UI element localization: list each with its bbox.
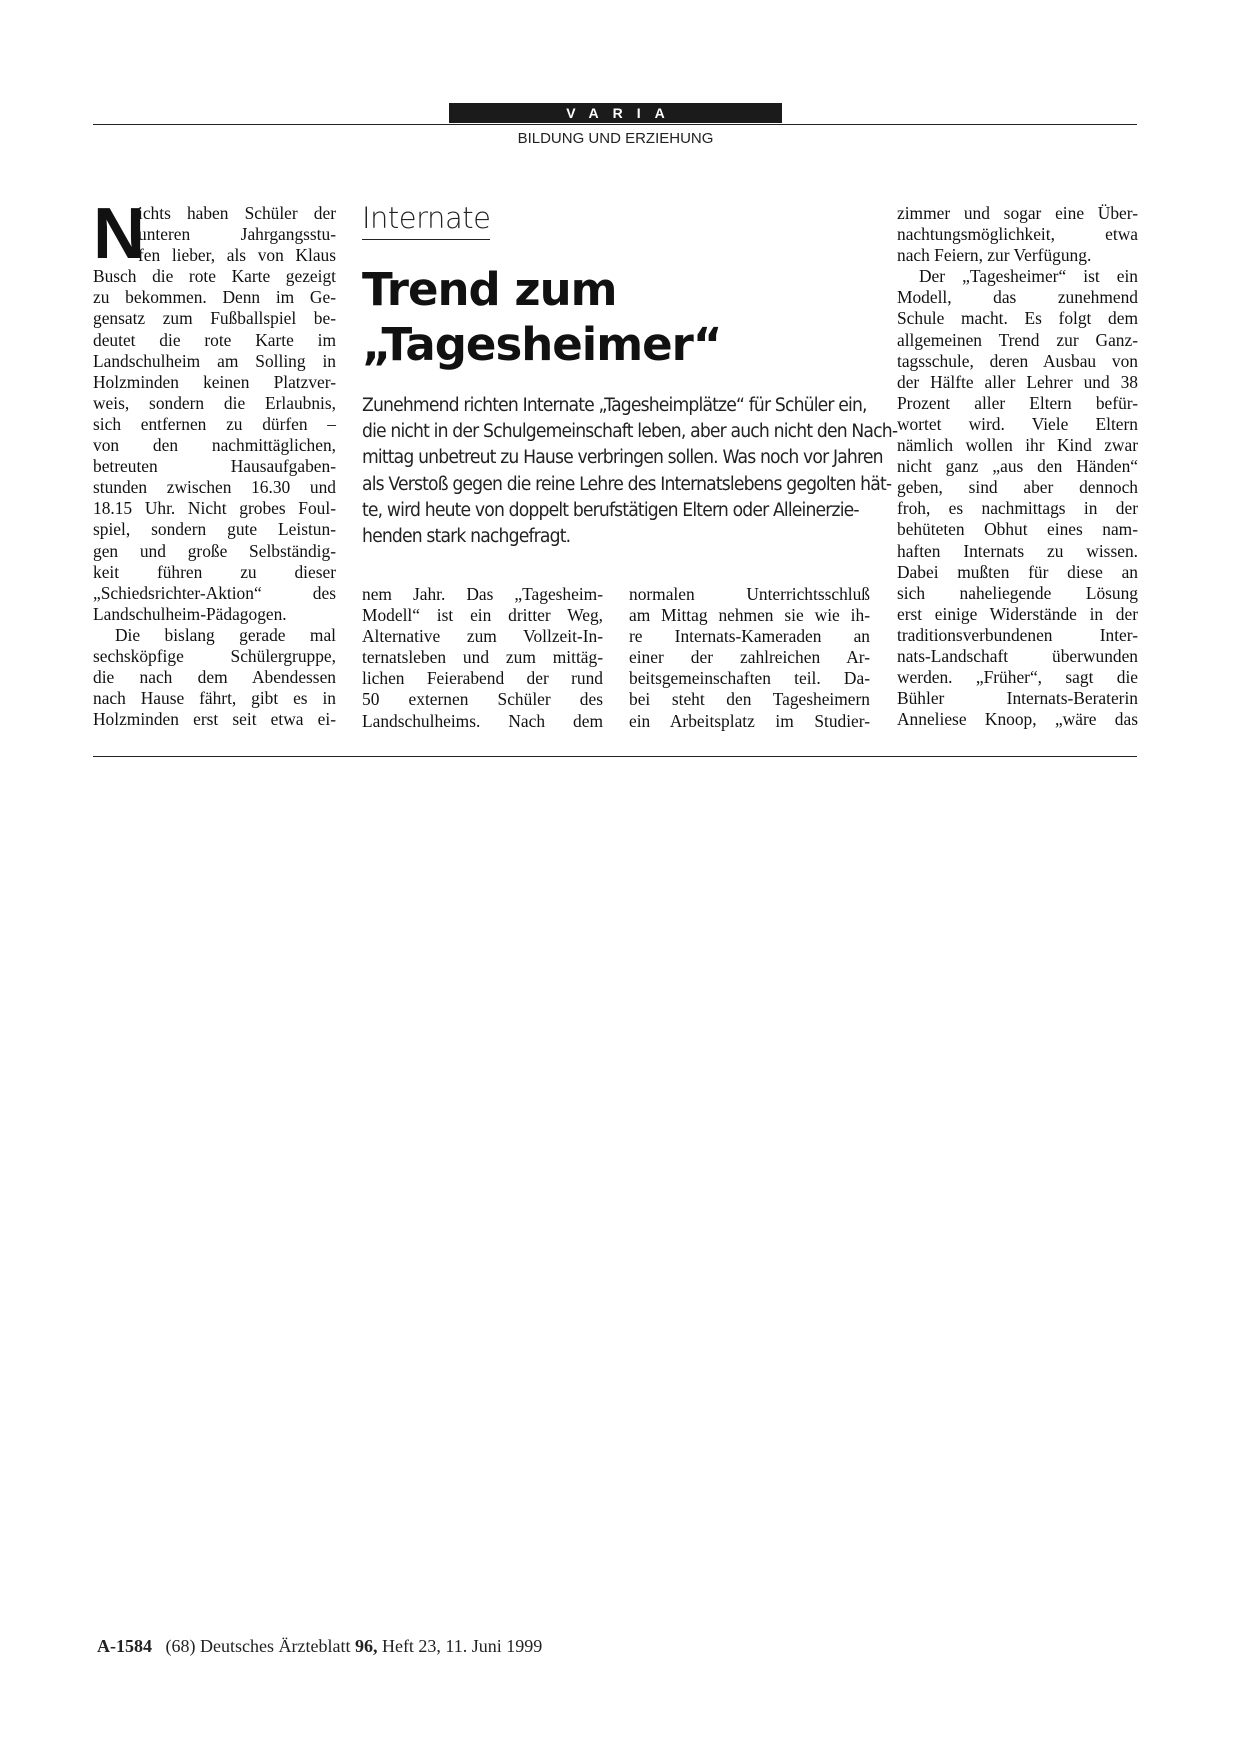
text-line: lichen Feierabend der rund xyxy=(362,668,603,689)
article-end-rule xyxy=(93,756,1137,757)
dropcap-block xyxy=(93,194,336,274)
text-line: „Schiedsrichter-Aktion“ des xyxy=(93,582,336,603)
page-code: A-1584 xyxy=(97,1636,152,1656)
text-line: deutet die rote Karte im xyxy=(93,329,336,350)
article-column-2 xyxy=(362,584,603,732)
lead-line: Zunehmend richten Internate „Tagesheimplätze“ für Schüler ein, xyxy=(362,395,867,416)
text-line: nem Jahr. Das „Tagesheim- xyxy=(362,584,603,604)
lead-line: henden stark nachgefragt. xyxy=(362,526,571,548)
text-line: wortet wird. Viele Eltern xyxy=(897,413,1138,434)
text-line: gensatz zum Fußballspiel be- xyxy=(93,308,336,329)
page-number: (68) xyxy=(165,1636,196,1656)
text-line: Bühler Internats-Beraterin xyxy=(897,688,1138,709)
text-line: re Internats-Kameraden an xyxy=(629,626,870,647)
lead-line: mittag unbetreut zu Hause verbringen sollen. Was noch vor Jahren xyxy=(362,447,883,469)
article-column-1 xyxy=(93,194,336,730)
text-line: bei steht den Tagesheimern xyxy=(629,689,870,710)
text-line: nachtungsmöglichkeit, etwa xyxy=(897,224,1138,245)
text-line: traditionsverbundenen Inter- xyxy=(897,624,1138,645)
text-line: ternatsleben und zum mittäg- xyxy=(362,647,603,668)
text-line: erst einige Widerstände in der xyxy=(897,603,1138,624)
text-line: normalen Unterrichtsschluß xyxy=(629,584,870,604)
text-line: fen lieber, als von Klaus xyxy=(138,245,336,266)
lead-line: die nicht in der Schulgemeinschaft leben, aber auch nicht den Nach- xyxy=(362,421,898,443)
paragraph xyxy=(897,266,1138,730)
article-kicker: Internate xyxy=(362,201,490,240)
text-line: sechsköpfige Schülergruppe, xyxy=(93,645,336,666)
text-line: allgemeinen Trend zur Ganz- xyxy=(897,329,1138,350)
issue-info: Heft 23, 11. Juni 1999 xyxy=(381,1636,543,1656)
text-line: sich naheliegende Lösung xyxy=(897,582,1138,603)
text-line: Der „Tagesheimer“ ist ein xyxy=(919,266,1138,287)
text-line: nach Hause fährt, gibt es in xyxy=(93,688,336,709)
subsection-label: BILDUNG UND ERZIEHUNG xyxy=(517,130,714,147)
text-line: nicht ganz „aus den Händen“ xyxy=(897,456,1138,477)
text-line: Dabei mußten für diese an xyxy=(897,561,1138,582)
text-line: von den nachmittäglichen, xyxy=(93,435,336,456)
text-line: Modell“ ist ein dritter Weg, xyxy=(362,605,603,626)
text-line: Die bislang gerade mal xyxy=(115,624,336,645)
text-line: Landschulheim-Pädagogen. xyxy=(93,603,287,624)
header-rule xyxy=(93,124,1137,125)
text-line: behüteten Obhut eines nam- xyxy=(897,519,1138,540)
text-line: werden. „Früher“, sagt die xyxy=(897,667,1138,688)
lead-line: te, wird heute von doppelt berufstätigen Eltern oder Alleinerzie- xyxy=(362,499,859,521)
paragraph xyxy=(897,203,1138,266)
text-line: nats-Landschaft überwunden xyxy=(897,645,1138,666)
text-line: weis, sondern die Erlaubnis, xyxy=(93,392,336,413)
text-line: Landschulheims. Nach dem xyxy=(362,710,603,731)
text-line: Holzminden erst seit etwa ei- xyxy=(93,709,336,730)
text-line: beitsgemeinschaften teil. Da- xyxy=(629,668,870,689)
text-line: Busch die rote Karte gezeigt xyxy=(93,266,336,287)
text-line: 18.15 Uhr. Nicht grobes Foul- xyxy=(93,498,336,519)
text-line: haften Internats zu wissen. xyxy=(897,540,1138,561)
text-line: zu bekommen. Denn im Ge- xyxy=(93,287,336,308)
text-line: ichts haben Schüler der xyxy=(138,203,336,223)
text-line: keit führen zu dieser xyxy=(93,561,336,582)
text-line: Modell, das zunehmend xyxy=(897,287,1138,308)
text-line: Prozent aller Eltern befür- xyxy=(897,392,1138,413)
text-line: die nach dem Abendessen xyxy=(93,667,336,688)
text-line: einer der zahlreichen Ar- xyxy=(629,647,870,668)
text-line: Landschulheim am Solling in xyxy=(93,350,336,371)
page-footer xyxy=(97,1636,542,1657)
text-line: sich entfernen zu dürfen – xyxy=(93,413,336,434)
text-line: Holzminden keinen Platzver- xyxy=(93,371,336,392)
article-column-3 xyxy=(629,584,870,732)
headline-line: Trend zum xyxy=(362,263,617,316)
journal-volume: 96, xyxy=(354,1636,378,1656)
text-line: geben, sind aber dennoch xyxy=(897,477,1138,498)
text-line: tagsschule, deren Ausbau von xyxy=(897,350,1138,371)
text-line: der Hälfte aller Lehrer und 38 xyxy=(897,371,1138,392)
text-line: gen und große Selbständig- xyxy=(93,540,336,561)
text-line: am Mittag nehmen sie wie ih- xyxy=(629,605,870,626)
journal-name: Deutsches Ärzteblatt xyxy=(200,1636,351,1656)
text-line: Schule macht. Es folgt dem xyxy=(897,308,1138,329)
text-line: ein Arbeitsplatz im Studier- xyxy=(629,710,870,731)
lead-line: als Verstoß gegen die reine Lehre des Internatslebens gegolten hät- xyxy=(362,473,892,495)
text-line: nämlich wollen ihr Kind zwar xyxy=(897,435,1138,456)
text-line: stunden zwischen 16.30 und xyxy=(93,477,336,498)
paragraph xyxy=(93,266,336,625)
text-line: 50 externen Schüler des xyxy=(362,689,603,710)
text-line: spiel, sondern gute Leistun- xyxy=(93,519,336,540)
section-label: VARIA xyxy=(449,103,782,123)
headline-line: „Tagesheimer“ xyxy=(362,318,722,371)
text-line: Anneliese Knoop, „wäre das xyxy=(897,709,1138,730)
article-column-4 xyxy=(897,203,1138,730)
text-line: nach Feiern, zur Verfügung. xyxy=(897,245,1092,266)
paragraph xyxy=(93,625,336,730)
text-line: zimmer und sogar eine Über- xyxy=(897,203,1138,223)
drop-cap: N xyxy=(93,194,145,274)
text-line: froh, es nachmittags in der xyxy=(897,498,1138,519)
article-lead xyxy=(362,393,898,550)
article-headline xyxy=(362,262,882,372)
text-line: betreuten Hausaufgaben- xyxy=(93,456,336,477)
text-line: Alternative zum Vollzeit-In- xyxy=(362,626,603,647)
text-line: unteren Jahrgangsstu- xyxy=(138,224,336,245)
